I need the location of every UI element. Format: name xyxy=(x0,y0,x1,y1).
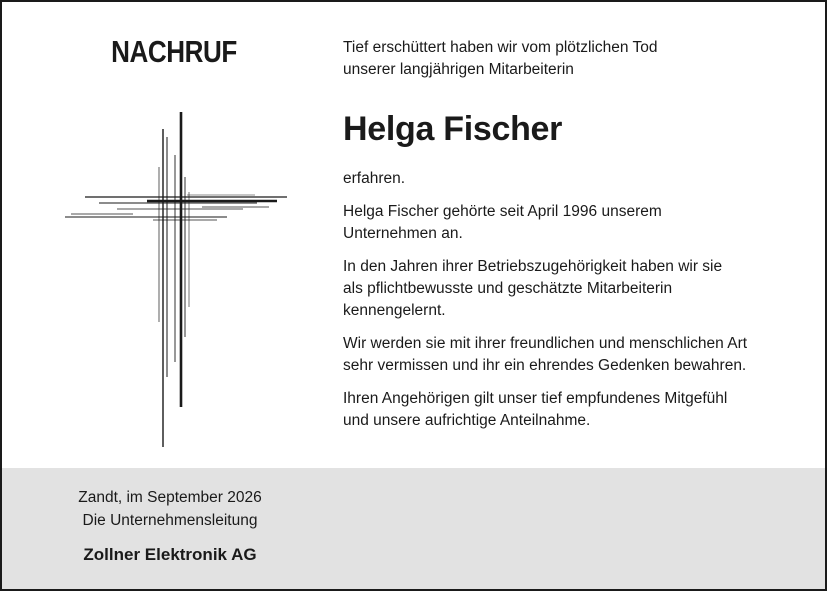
paragraph-line: In den Jahren ihrer Betriebszugehörigkeit haben wir sie xyxy=(343,258,723,275)
paragraph-line: Ihren Angehörigen gilt unser tief empfundenes Mitgefühl xyxy=(343,390,728,407)
message-column xyxy=(343,37,803,432)
intro-text xyxy=(343,37,803,81)
signed-by: Die Unternehmensleitung xyxy=(82,512,258,529)
intro-line: Tief erschüttert haben wir vom plötzlichen Tod xyxy=(343,39,658,56)
paragraph xyxy=(343,333,803,377)
paragraph xyxy=(343,256,803,322)
paragraph-line: Helga Fischer gehörte seit April 1996 unserem xyxy=(343,203,662,220)
deceased-name: Helga Fischer xyxy=(343,110,563,148)
after-name-text: erfahren. xyxy=(343,170,406,187)
line-cross-icon xyxy=(57,107,297,452)
place-date: Zandt, im September 2026 xyxy=(78,489,262,506)
paragraph-line: als pflichtbewusste und geschätzte Mitarbeiterin xyxy=(343,280,673,297)
signature-block xyxy=(38,486,302,532)
intro-line: unserer langjährigen Mitarbeiterin xyxy=(343,61,574,78)
paragraph-line: Unternehmen an. xyxy=(343,225,463,242)
paragraph xyxy=(343,201,803,245)
paragraph-line: Wir werden sie mit ihrer freundlichen und menschlichen Art xyxy=(343,335,748,352)
page-title: NACHRUF xyxy=(111,34,237,69)
company-name: Zollner Elektronik AG xyxy=(83,545,257,564)
paragraph-line: und unsere aufrichtige Anteilnahme. xyxy=(343,412,591,429)
paragraph-line: sehr vermissen und ihr ein ehrendes Gedenken bewahren. xyxy=(343,357,747,374)
paragraph-line: kennengelernt. xyxy=(343,302,446,319)
paragraph xyxy=(343,388,803,432)
